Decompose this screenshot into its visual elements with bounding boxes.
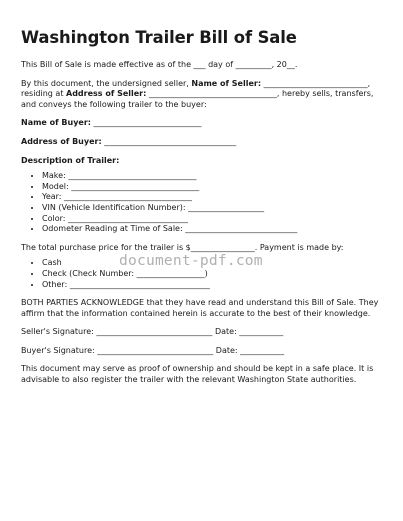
list-item: • Check (Check Number: _________________) — [42, 269, 383, 280]
list-item: • Model: ________________________________ — [42, 182, 383, 193]
buyer-address-label: Address of Buyer: — [21, 136, 102, 146]
list-item: • Other: ___________________________________ — [42, 280, 383, 291]
seller-name-label: Name of Seller: — [191, 78, 262, 88]
buyer-name-row — [21, 118, 383, 129]
buyer-name-line: ___________________________ — [90, 118, 202, 128]
document-page — [21, 28, 383, 394]
list-item: • Color: ______________________________ — [42, 214, 383, 225]
buyer-name-label: Name of Buyer: — [21, 118, 91, 128]
effective-date-clause: This Bill of Sale is made effective as of the ___ day of _________, 20__. — [21, 60, 298, 69]
closing-note: This document may serve as proof of ownership and should be kept in a safe place. It is advisable to also register the trailer with the relevant Washington State authorities. — [21, 364, 374, 385]
list-item: • Odometer Reading at Time of Sale: ____________________________ — [42, 224, 383, 235]
seller-signature-line: Seller's Signature: _____________________________ Date: ___________ — [21, 327, 284, 337]
list-item: • VIN (Vehicle Identification Number): ___________________ — [42, 203, 383, 214]
list-item: • Cash — [42, 258, 383, 269]
seller-name-line: __________________________, — [261, 78, 371, 88]
watermark: document-pdf.com — [119, 252, 263, 269]
purchase-price-clause: The total purchase price for the trailer is $________________. Payment is made by: — [21, 242, 344, 252]
list-item: • Make: ________________________________ — [42, 171, 383, 182]
seller-address-rest: ________________________________, hereby sells, transfers, and conveys the following trailer to the buyer: — [21, 89, 374, 109]
trailer-description-heading: Description of Trailer: — [21, 155, 120, 165]
buyer-signature-line: Buyer's Signature: _____________________________ Date: ___________ — [21, 345, 285, 355]
seller-intro: By this document, the undersigned seller, — [21, 78, 192, 88]
seller-residing: residing at — [21, 89, 66, 99]
buyer-address-row — [21, 137, 383, 148]
seller-clause — [21, 79, 383, 111]
acknowledgement-clause: BOTH PARTIES ACKNOWLEDGE that they have read and understand this Bill of Sale. They affirm that the information contained herein is accurate to the best of their knowledge. — [21, 298, 379, 318]
document-title: Washington Trailer Bill of Sale — [21, 28, 297, 47]
buyer-address-line: _________________________________ — [101, 136, 237, 146]
list-item: • Year: ________________________________ — [42, 192, 383, 203]
trailer-details-list — [21, 171, 383, 235]
seller-address-label: Address of Seller: — [66, 89, 147, 99]
